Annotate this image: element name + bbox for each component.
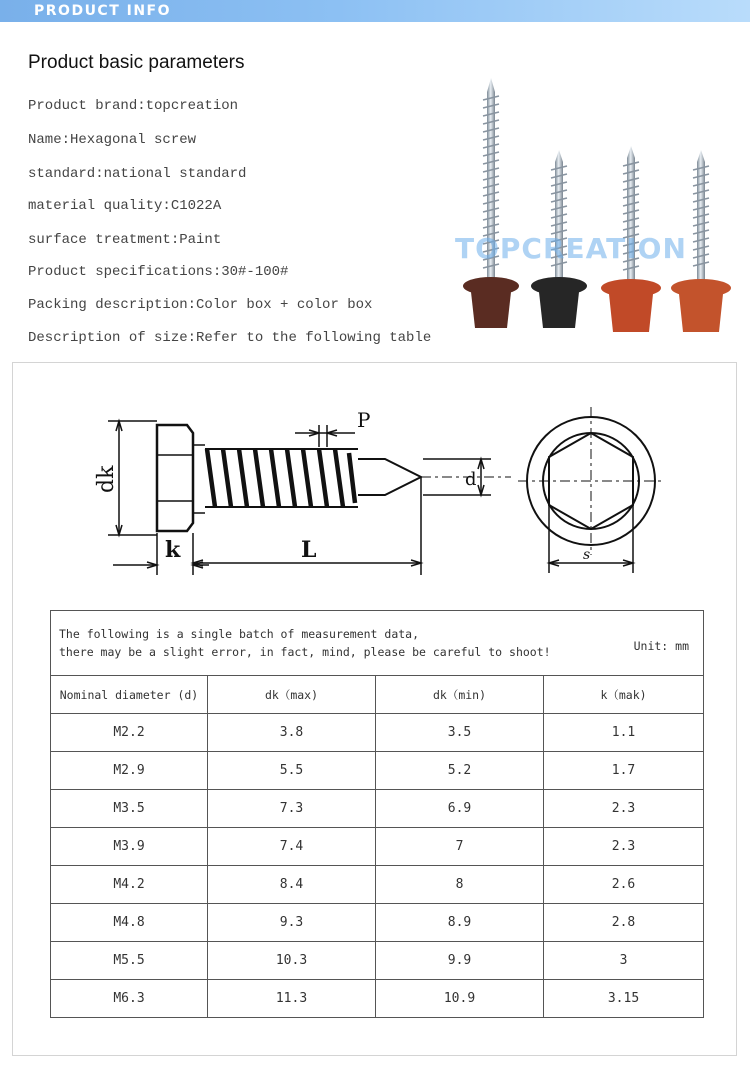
screw-1 bbox=[463, 78, 519, 328]
cell-dk-min: 5.2 bbox=[376, 752, 544, 790]
dimension-diagram bbox=[13, 363, 738, 603]
cell-k: 3.15 bbox=[544, 980, 704, 1018]
unit-label: Unit: mm bbox=[633, 639, 689, 653]
table-note bbox=[51, 611, 704, 676]
cell-nominal: M2.2 bbox=[51, 714, 208, 752]
cell-dk-min: 9.9 bbox=[376, 942, 544, 980]
cell-nominal: M5.5 bbox=[51, 942, 208, 980]
label-dk: dk bbox=[94, 465, 119, 493]
cell-k: 2.3 bbox=[544, 828, 704, 866]
hex-head bbox=[679, 294, 723, 332]
header-dk-max: dk（max) bbox=[208, 676, 376, 714]
param-standard: standard:national standard bbox=[28, 166, 247, 182]
header-k-max: k（mak) bbox=[544, 676, 704, 714]
hex-head bbox=[539, 292, 579, 328]
cell-dk-max: 8.4 bbox=[208, 866, 376, 904]
cell-dk-min: 8 bbox=[376, 866, 544, 904]
table-row bbox=[51, 714, 704, 752]
cell-k: 2.8 bbox=[544, 904, 704, 942]
header-dk-min: dk（min) bbox=[376, 676, 544, 714]
cell-nominal: M4.2 bbox=[51, 866, 208, 904]
cell-nominal: M6.3 bbox=[51, 980, 208, 1018]
cell-nominal: M2.9 bbox=[51, 752, 208, 790]
cell-nominal: M3.5 bbox=[51, 790, 208, 828]
table-header bbox=[51, 676, 704, 714]
table-row bbox=[51, 752, 704, 790]
cell-dk-min: 8.9 bbox=[376, 904, 544, 942]
measurement-table bbox=[50, 610, 704, 1018]
table-row bbox=[51, 980, 704, 1018]
banner-title: PRODUCT INFO bbox=[34, 3, 172, 19]
label-k: k bbox=[165, 537, 181, 563]
note-line-2: there may be a slight error, in fact, mind, please be careful to shoot! bbox=[59, 645, 551, 659]
cell-dk-max: 10.3 bbox=[208, 942, 376, 980]
cell-dk-max: 3.8 bbox=[208, 714, 376, 752]
param-specifications: Product specifications:30#-100# bbox=[28, 264, 289, 280]
hex-head bbox=[609, 294, 653, 332]
cell-dk-min: 7 bbox=[376, 828, 544, 866]
label-d: d bbox=[465, 469, 477, 490]
cell-dk-max: 5.5 bbox=[208, 752, 376, 790]
label-P: P bbox=[357, 408, 371, 432]
cell-k: 3 bbox=[544, 942, 704, 980]
header-nominal-diameter: Nominal diameter (d) bbox=[51, 676, 208, 714]
cell-k: 1.7 bbox=[544, 752, 704, 790]
table-row bbox=[51, 942, 704, 980]
product-photo bbox=[445, 70, 745, 350]
table-row bbox=[51, 828, 704, 866]
param-name: Name:Hexagonal screw bbox=[28, 132, 197, 148]
cell-dk-max: 7.3 bbox=[208, 790, 376, 828]
product-info-banner bbox=[0, 0, 750, 22]
table-row bbox=[51, 904, 704, 942]
cell-nominal: M3.9 bbox=[51, 828, 208, 866]
param-size: Description of size:Refer to the following table bbox=[28, 330, 432, 346]
param-packing: Packing description:Color box + color box bbox=[28, 297, 373, 313]
note-line-1: The following is a single batch of measurement data, bbox=[59, 627, 420, 641]
cell-dk-min: 3.5 bbox=[376, 714, 544, 752]
cell-k: 1.1 bbox=[544, 714, 704, 752]
label-s: s bbox=[583, 547, 591, 563]
table-row bbox=[51, 790, 704, 828]
param-material: material quality:C1022A bbox=[28, 198, 222, 214]
watermark: TOPCREATION bbox=[455, 232, 687, 265]
cell-dk-min: 6.9 bbox=[376, 790, 544, 828]
table-row bbox=[51, 866, 704, 904]
dimension-panel bbox=[12, 362, 737, 1056]
cell-dk-max: 7.4 bbox=[208, 828, 376, 866]
section-title: Product basic parameters bbox=[28, 52, 245, 73]
cell-k: 2.6 bbox=[544, 866, 704, 904]
hex-head bbox=[471, 292, 511, 328]
cell-dk-min: 10.9 bbox=[376, 980, 544, 1018]
label-L: L bbox=[301, 537, 317, 563]
cell-nominal: M4.8 bbox=[51, 904, 208, 942]
cell-k: 2.3 bbox=[544, 790, 704, 828]
param-brand: Product brand:topcreation bbox=[28, 98, 239, 114]
cell-dk-max: 9.3 bbox=[208, 904, 376, 942]
param-surface: surface treatment:Paint bbox=[28, 232, 222, 248]
cell-dk-max: 11.3 bbox=[208, 980, 376, 1018]
